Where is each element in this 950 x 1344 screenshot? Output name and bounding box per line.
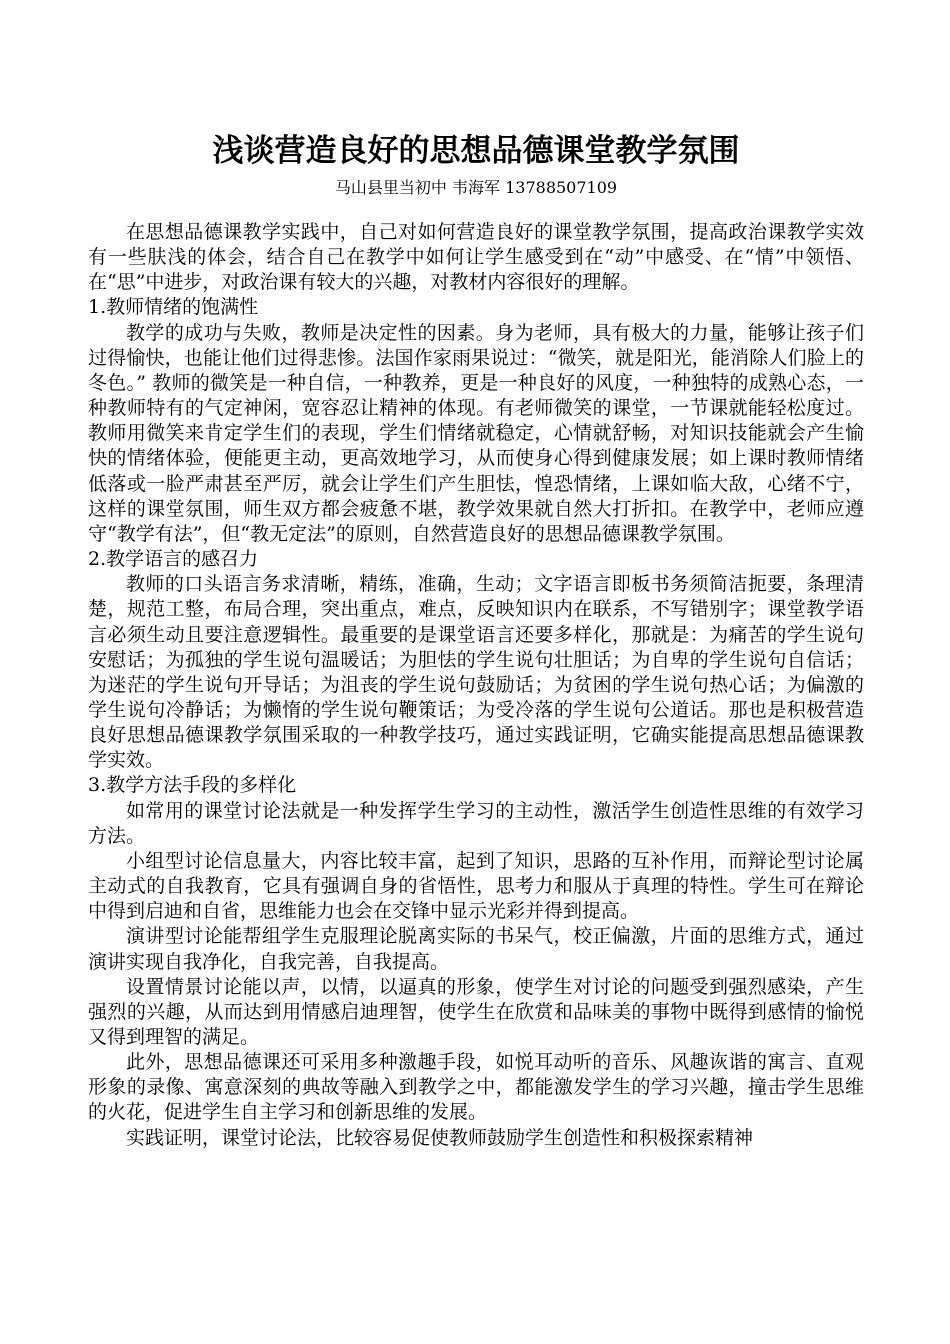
section-heading: 1.教师情绪的饱满性 [88,296,259,319]
section-heading: 2.教学语言的感召力 [88,548,259,571]
body-paragraph: 如常用的课堂讨论法就是一种发挥学生学习的主动性，激活学生创造性思维的有效学习方法。 [88,799,864,847]
document-page [88,126,864,1151]
body-paragraph: 小组型讨论信息量大，内容比较丰富，起到了知识，思路的互补作用，而辩论型讨论属主动式的自我教育，它具有强调自身的省悟性，思考力和服从于真理的特性。学生可在辩论中得到启迪和自省，思维能力也会在交锋中显示光彩并得到提高。 [88,849,864,923]
document-title: 浅谈营造良好的思想品德课堂教学氛围 [212,133,740,169]
body-paragraph: 实践证明，课堂讨论法，比较容易促使教师鼓励学生创造性和积极探索精神 [126,1126,754,1149]
section-heading: 3.教学方法手段的多样化 [88,774,297,797]
body-paragraph: 教学的成功与失败，教师是决定性的因素。身为老师，具有极大的力量，能够让孩子们过得愉快，也能让他们过得悲惨。法国作家雨果说过：“微笑，就是阳光，能消除人们脸上的冬色。” 教师的微笑是一种自信，一种教养，更是一种良好的风度，一种独特的成熟心态，一种教师特有的气定神闲，宽容忍让精神的体现。有老师微笑的课堂，一节课就能轻松度过。教师用微笑来肯定学生们的表现，学生们情绪就稳定，心情就舒畅，对知识技能就会产生愉快的情绪体验，便能更主动，更高效地学习，从而使身心得到健康发展；如上课时教师情绪低落或一脸严肃甚至严厉，就会让学生们产生胆怯，惶恐情绪，上课如临大敌，心绪不宁，这样的课堂氛围，师生双方都会疲惫不堪，教学效果就自然大打折扣。在教学中，老师应遵守“教学有法”，但“教无定法”的原则，自然营造良好的思想品德课教学氛围。 [88,321,864,545]
body-paragraph: 演讲型讨论能帮组学生克服理论脱离实际的书呆气，校正偏激，片面的思维方式，通过演讲实现自我净化，自我完善，自我提高。 [88,925,864,973]
body-paragraph: 教师的口头语言务求清晰，精练，准确，生动；文字语言即板书务须简洁扼要，条理清楚，规范工整，布局合理，突出重点，难点，反映知识内在联系，不写错别字；课堂教学语言必须生动且要注意逻辑性。最重要的是课堂语言还要多样化，那就是：为痛苦的学生说句安慰话；为孤独的学生说句温暖话；为胆怯的学生说句壮胆话；为自卑的学生说句自信话；为迷茫的学生说句开导话；为沮丧的学生说句鼓励话；为贫困的学生说句热心话；为偏激的学生说句冷静话；为懒惰的学生说句鞭策话；为受冷落的学生说句公道话。那也是积极营造良好思想品德课教学氛围采取的一种教学技巧，通过实践证明，它确实能提高思想品德课教学实效。 [88,573,864,772]
body-paragraph: 在思想品德课教学实践中，自己对如何营造良好的课堂教学氛围，提高政治课教学实效有一些肤浅的体会，结合自己在教学中如何让学生感受到在“动”中感受、在“情”中领悟、在“思”中进步，对政治课有较大的兴趣，对教材内容很好的理解。 [88,221,864,294]
body-paragraph: 设置情景讨论能以声，以情，以逼真的形象，使学生对讨论的问题受到强烈感染，产生强烈的兴趣，从而达到用情感启迪理智，使学生在欣赏和品味美的事物中既得到感情的愉悦又得到理智的满足。 [88,975,864,1048]
body-paragraph: 此外，思想品德课还可采用多种激趣手段，如悦耳动听的音乐、风趣诙谐的寓言、直观形象的录像、寓意深刻的典故等融入到教学之中，都能激发学生的学习兴趣，撞击学生思维的火花，促进学生自主学习和创新思维的发展。 [88,1051,864,1124]
document-body [88,220,864,1151]
author-byline: 马山县里当初中 韦海军 13788507109 [334,178,618,197]
